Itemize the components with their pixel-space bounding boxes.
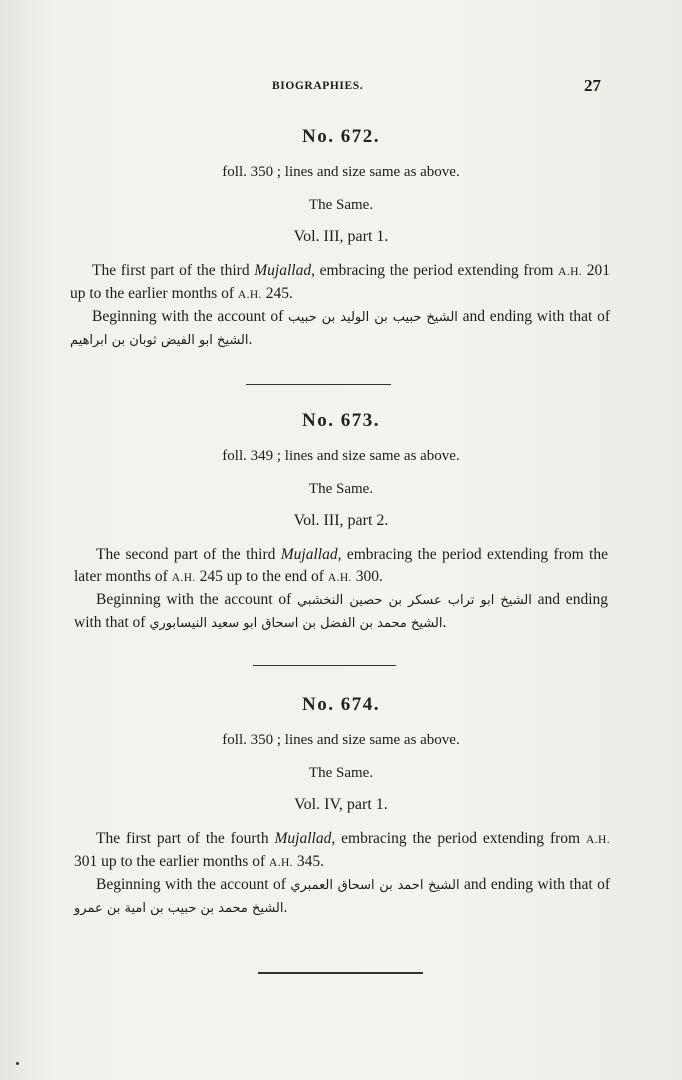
beginning-ending-paragraph: Beginning with the account of الشيخ احمد بن اسحاق العمبري and ending with that of الشيخ محمد بن حبيب بن امية بن عمرو. bbox=[74, 876, 611, 916]
entry-number: No. 674. bbox=[302, 694, 380, 715]
volume-line: Vol. III, part 1. bbox=[293, 228, 389, 245]
folio-line: foll. 349 ; lines and size same as above. bbox=[222, 448, 460, 464]
title-line: The Same. bbox=[308, 765, 374, 781]
running-head bbox=[0, 76, 682, 100]
volume-line: Vol. IV, part 1. bbox=[294, 796, 388, 813]
arabic-name-start: الشيخ حبيب بن الوليد بن حبيب bbox=[288, 310, 458, 325]
page-number: 27 bbox=[584, 76, 601, 95]
arabic-name-start: الشيخ احمد بن اسحاق العمبري bbox=[290, 878, 460, 893]
description-paragraph: The second part of the third Mujallad, embracing the period extending from the later months of A.H. 245 up to the end of A.H. 300. bbox=[74, 546, 608, 585]
arabic-name-end: الشيخ محمد بن حبيب بن امية بن عمرو bbox=[74, 901, 284, 916]
folio-line: foll. 350 ; lines and size same as above. bbox=[222, 164, 460, 180]
print-speck bbox=[16, 1062, 19, 1065]
catalog-entry-673 bbox=[0, 410, 682, 635]
folio-line: foll. 350 ; lines and size same as above. bbox=[222, 732, 460, 748]
entry-number: No. 673. bbox=[302, 410, 380, 431]
volume-line: Vol. III, part 2. bbox=[293, 512, 389, 529]
arabic-name-end: الشيخ محمد بن الفضل بن اسحاق ابو سعيد النيسابوري bbox=[149, 616, 443, 631]
running-title: BIOGRAPHIES. bbox=[272, 80, 364, 92]
beginning-ending-paragraph: Beginning with the account of الشيخ ابو تراب عسكر بن حصين النخشبي and ending with that of الشيخ محمد بن الفضل بن اسحاق ابو سعيد النيسابوري. bbox=[74, 591, 608, 631]
entry-number: No. 672. bbox=[302, 126, 380, 147]
description-paragraph: The first part of the third Mujallad, embracing the period extending from A.H. 201 up to the earlier months of A.H. 245. bbox=[70, 262, 611, 302]
section-divider bbox=[253, 665, 396, 666]
beginning-ending-paragraph: Beginning with the account of الشيخ حبيب بن الوليد بن حبيب and ending with that of الشيخ ابو الفيض ثوبان بن ابراهيم. bbox=[70, 308, 610, 348]
arabic-name-start: الشيخ ابو تراب عسكر بن حصين النخشبي bbox=[297, 593, 532, 608]
title-line: The Same. bbox=[308, 197, 374, 213]
description-paragraph: The first part of the fourth Mujallad, embracing the period extending from A.H. 301 up to the earlier months of A.H. 345. bbox=[74, 830, 610, 870]
catalog-entry-672 bbox=[0, 126, 682, 352]
arabic-name-end: الشيخ ابو الفيض ثوبان بن ابراهيم bbox=[70, 333, 249, 348]
catalog-entry-674 bbox=[0, 694, 682, 920]
title-line: The Same. bbox=[308, 481, 374, 497]
section-divider bbox=[246, 384, 391, 385]
section-divider bbox=[258, 972, 423, 974]
